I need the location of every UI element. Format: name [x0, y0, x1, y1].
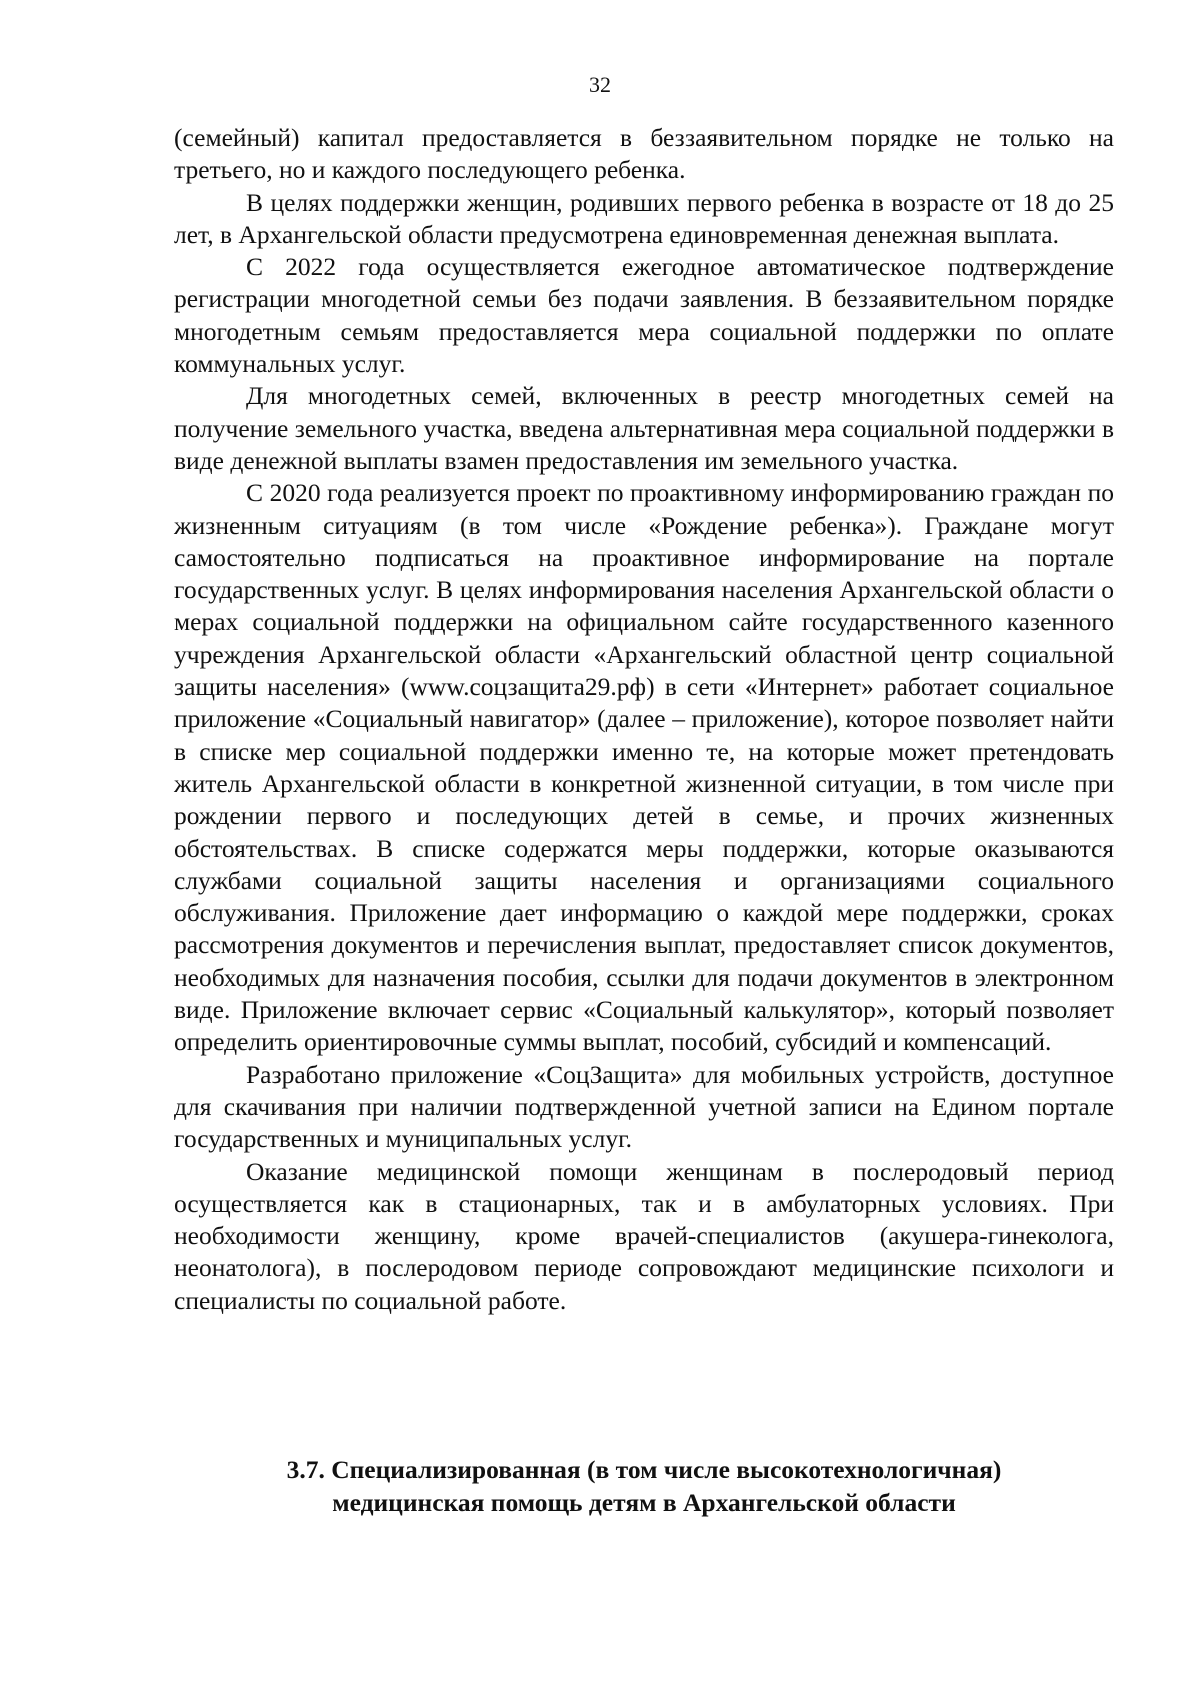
paragraph-postpartum-care: Оказание медицинской помощи женщинам в послеродовый период осуществляется как в стационарных, так и в амбулаторных условиях. При необходимости женщину, кроме врачей-специалистов (акушера-гинеколога, неонатолога), в послеродовом периоде сопровождают медицинские психологи и специалисты по социальной работе. — [174, 1156, 1114, 1315]
section-heading-line-2: медицинская помощь детям в Архангельской области — [332, 1488, 956, 1517]
page-number: 32 — [589, 72, 611, 97]
paragraph-large-family-registration: С 2022 года осуществляется ежегодное автоматическое подтверждение регистрации многодетной семьи без подачи заявления. В беззаявительном порядке многодетным семьям предоставляется мера социальной поддержки по оплате коммунальных услуг. — [174, 252, 1114, 379]
section-heading — [174, 1453, 1114, 1519]
paragraph-continued-capital: (семейный) капитал предоставляется в беззаявительном порядке не только на третьего, но и каждого последующего ребенка. — [174, 123, 1114, 185]
section-heading-line-1: 3.7. Специализированная (в том числе высокотехнологичная) — [286, 1455, 1002, 1484]
body-text — [174, 122, 1114, 1317]
paragraph-land-plot-alternative: Для многодетных семей, включенных в реестр многодетных семей на получение земельного участка, введена альтернативная мера социальной поддержки в виде денежной выплаты взамен предоставления им земельного участка. — [174, 381, 1114, 475]
paragraph-proactive-informing: С 2020 года реализуется проект по проактивному информированию граждан по жизненным ситуациям (в том числе «Рождение ребенка»). Граждане могут самостоятельно подписаться на проактивное информирование на портале государственных услуг. В целях информирования населения Архангельской области о мерах социальной поддержки на официальном сайте государственного казенного учреждения Архангельской области «Архангельский областной центр социальной защиты населения» (www.соцзащита29.рф) в сети «Интернет» работает социальное приложение «Социальный навигатор» (далее – приложение), которое позволяет найти в списке мер социальной поддержки именно те, на которые может претендовать житель Архангельской области в конкретной жизненной ситуации, в том числе при рождении первого и последующих детей в семье, и прочих жизненных обстоятельствах. В списке содержатся меры поддержки, которые оказываются службами социальной защиты населения и организациями социального обслуживания. Приложение дает информацию о каждой мере поддержки, сроках рассмотрения документов и перечисления выплат, предоставляет список документов, необходимых для назначения пособия, ссылки для подачи документов в электронном виде. Приложение включает сервис «Социальный калькулятор», который позволяет определить ориентировочные суммы выплат, пособий, субсидий и компенсаций. — [174, 478, 1114, 1057]
paragraph-young-mothers-payment: В целях поддержки женщин, родивших первого ребенка в возрасте от 18 до 25 лет, в Архангельской области предусмотрена единовременная денежная выплата. — [174, 187, 1114, 249]
paragraph-mobile-app: Разработано приложение «СоцЗащита» для мобильных устройств, доступное для скачивания при наличии подтвержденной учетной записи на Едином портале государственных и муниципальных услуг. — [174, 1059, 1114, 1154]
